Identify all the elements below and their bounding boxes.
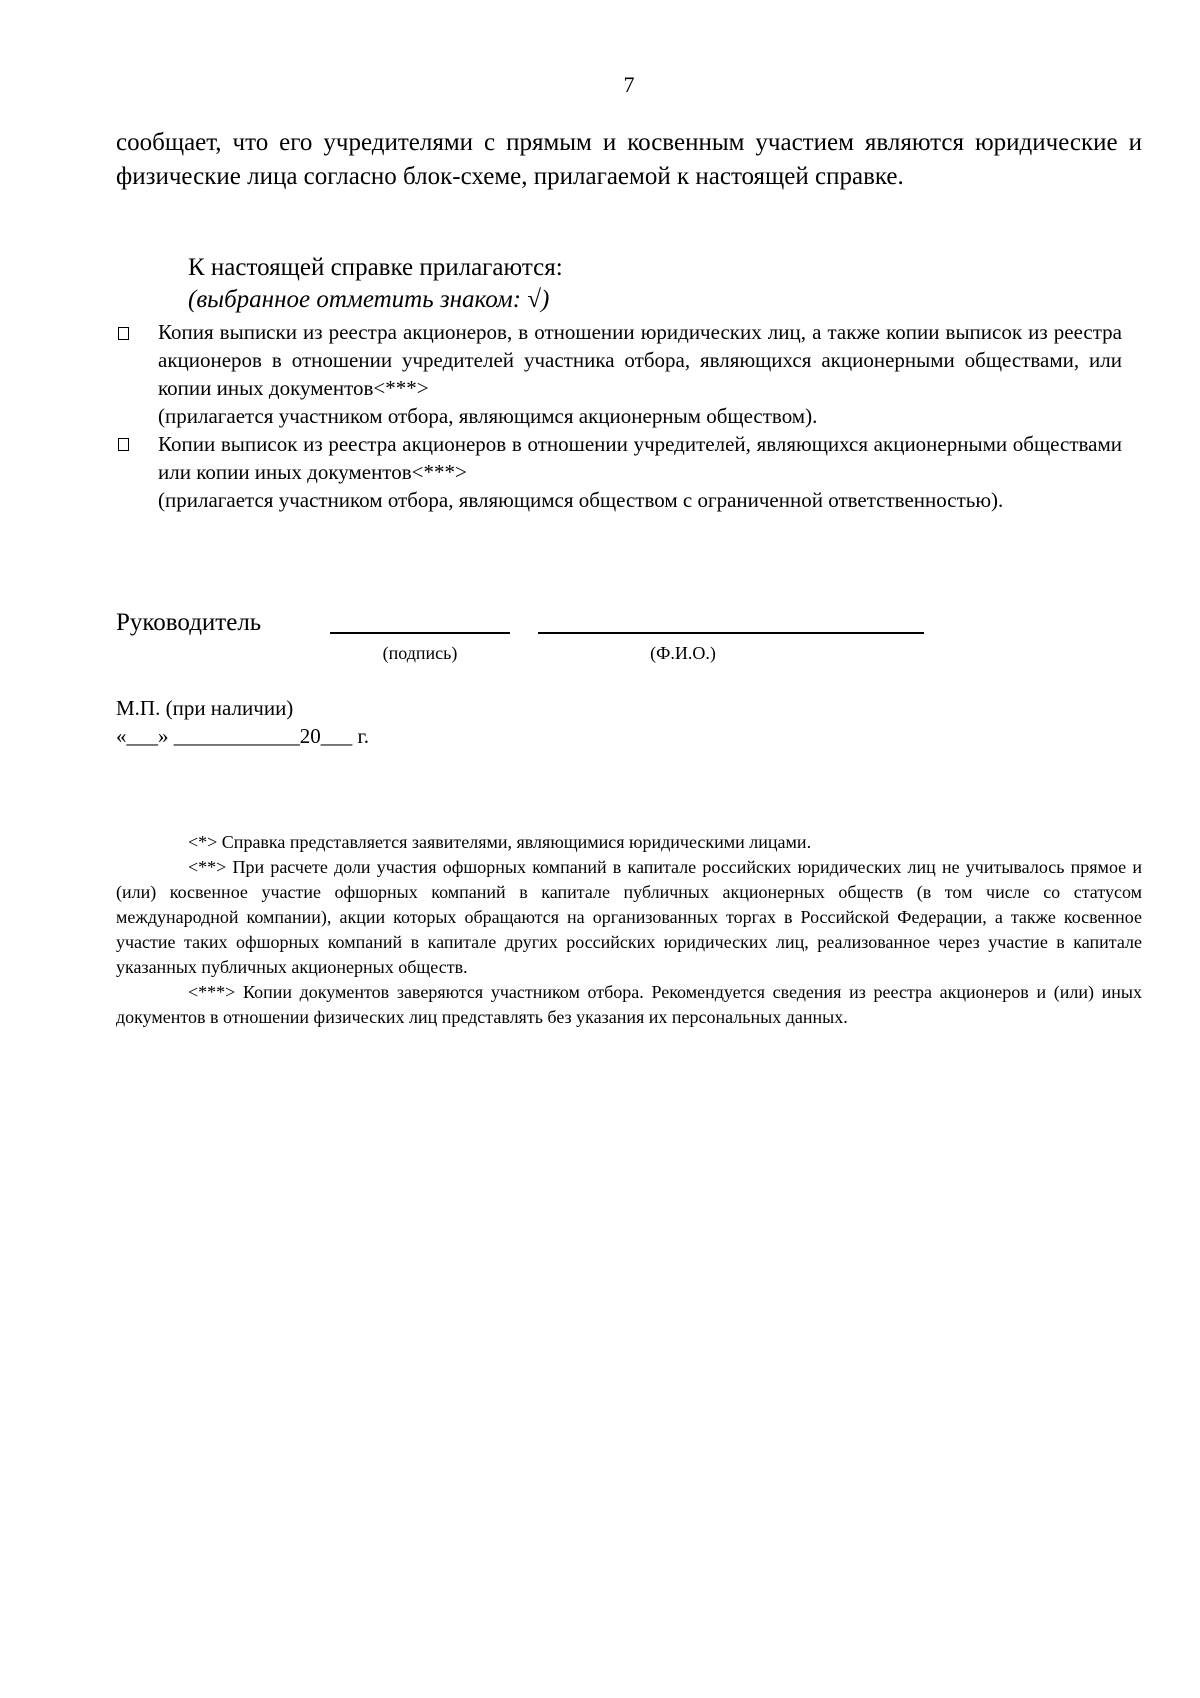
footnote-2: <**> При расчете доли участия офшорных компаний в капитале российских юридических лиц не учитывалось прямое и (или) косвенное участие офшорных компаний в капитале публичных акционерных обществ (в том числе со статусом международной компании), акции которых обращаются на организованных торгах в Российской Федерации, а также косвенное участие таких офшорных компаний в капитале других российских юридических лиц, реализованное через участие в капитале указанных публичных акционерных обществ.	[116, 857, 1142, 977]
signature-caption: (подпись)	[382, 643, 458, 663]
attachment-item-2	[158, 430, 1122, 514]
date-line: «___» ____________20___ г.	[116, 724, 369, 748]
attachment-1-text: Копия выписки из реестра акционеров, в отношении юридических лиц, а также копии выписок из реестра акционеров в отношении учредителей участника отбора, являющихся акционерными обществами, или копии иных документов<***>	[158, 320, 1122, 400]
attachments-title: К настоящей справке прилагаются:	[188, 254, 563, 281]
seal-text: М.П. (при наличии)	[116, 696, 294, 720]
name-caption: (Ф.И.О.)	[650, 643, 716, 663]
attachments-hint: (выбранное отметить знаком: √)	[188, 286, 550, 313]
attachment-item-1	[158, 318, 1122, 430]
footnotes	[116, 830, 1142, 1030]
name-line[interactable]	[538, 632, 924, 634]
footnote-1: <*> Справка представляется заявителями, являющимися юридическими лицами.	[188, 832, 812, 852]
attachment-2-checkbox[interactable]	[118, 438, 129, 451]
signature-label: Руководитель	[116, 609, 262, 636]
intro-paragraph: сообщает, что его учредителями с прямым и косвенным участием являются юридические и физические лица согласно блок-схеме, прилагаемой к настоящей справке.	[116, 129, 1142, 190]
page-number: 7	[623, 72, 635, 97]
signature-line[interactable]	[330, 632, 510, 634]
attachment-1-checkbox[interactable]	[118, 327, 129, 340]
attachment-1-note: (прилагается участником отбора, являющимся акционерным обществом).	[158, 404, 818, 428]
footnote-3: <***> Копии документов заверяются участником отбора. Рекомендуется сведения из реестра акционеров и (или) иных документов в отношении физических лиц представлять без указания их персональных данных.	[116, 982, 1142, 1027]
attachment-2-note: (прилагается участником отбора, являющимся обществом с ограниченной ответственностью).	[158, 488, 1004, 512]
attachment-2-text: Копии выписок из реестра акционеров в отношении учредителей, являющихся акционерными обществами или копии иных документов<***>	[158, 432, 1122, 484]
